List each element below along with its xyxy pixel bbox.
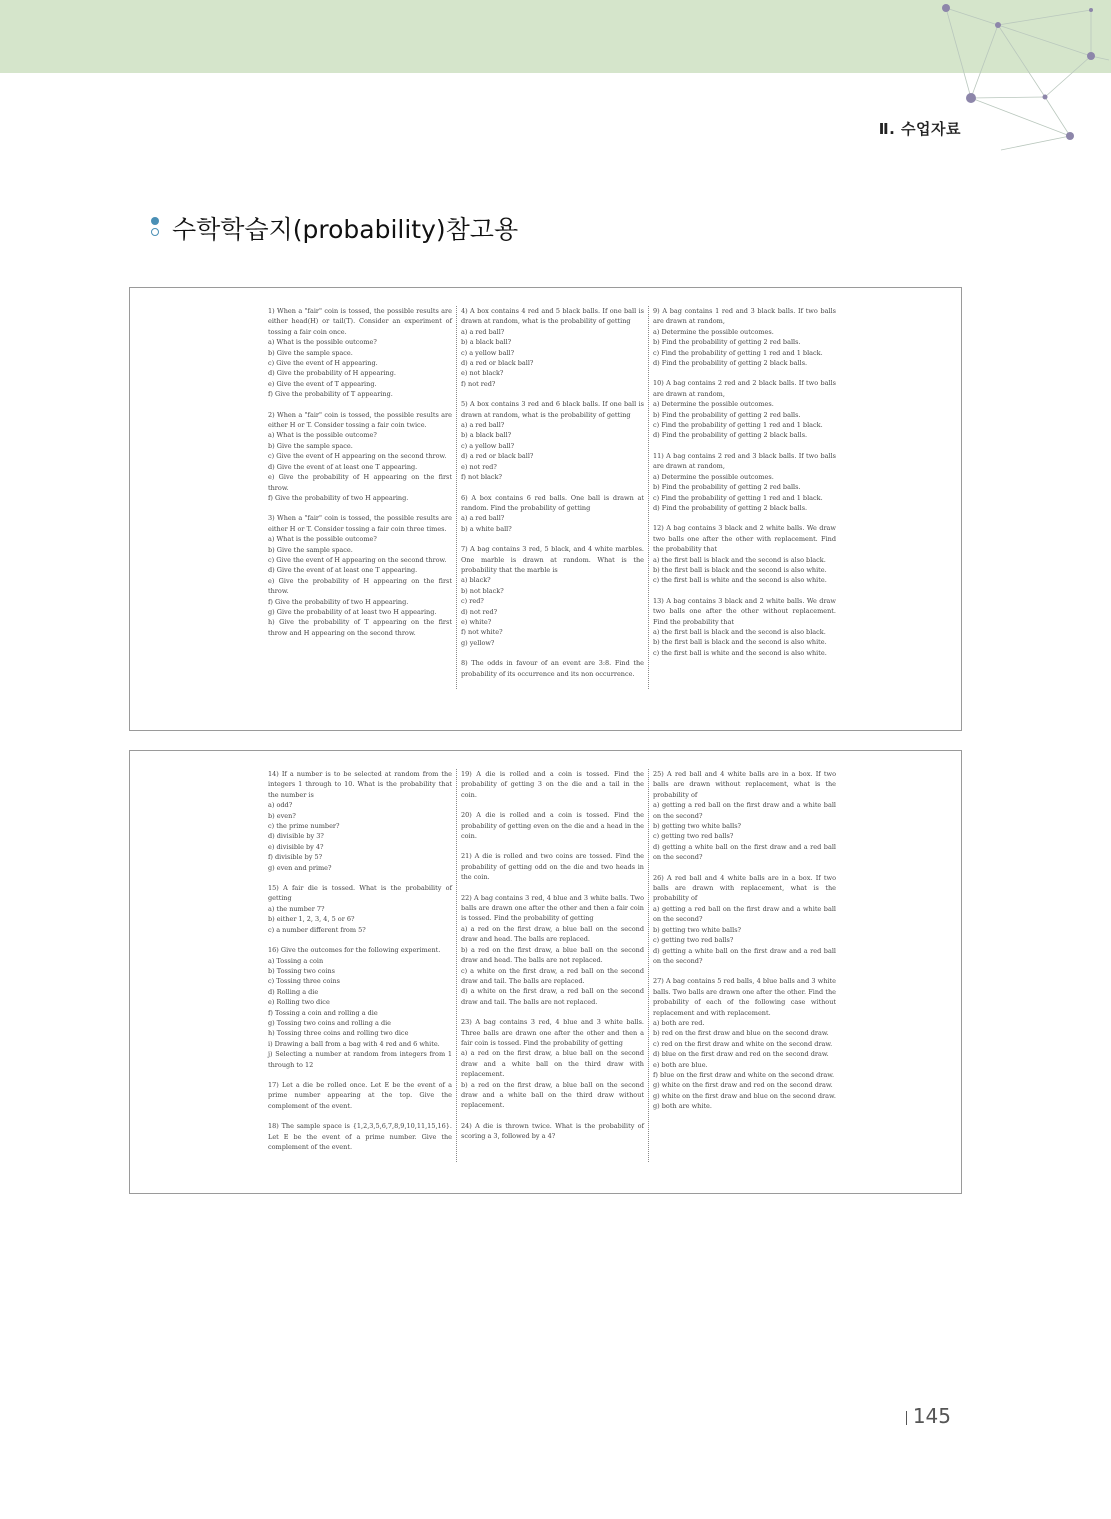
- question-option: d) a red or black ball?: [461, 359, 534, 368]
- question-text: 17) Let a die be rolled once. Let E be the event of a prime number appearing at the top. Give the complement of the event.: [268, 1080, 452, 1110]
- question-option: c) getting two red balls?: [653, 832, 734, 841]
- question-option: c) Tossing three coins: [268, 977, 340, 986]
- question-item: [461, 399, 644, 482]
- question-option: d) Rolling a die: [268, 987, 319, 996]
- question-option: f) blue on the first draw and white on the second draw.: [653, 1070, 835, 1079]
- question-item: [461, 810, 644, 841]
- question-option: b) a black ball?: [461, 431, 512, 440]
- question-option: e) divisible by 4?: [268, 842, 324, 851]
- worksheet-1: [129, 287, 962, 731]
- question-option: c) red?: [461, 597, 484, 606]
- question-option: c) a white on the first draw, a red ball on the second draw and tail. The balls are replaced.: [461, 966, 644, 985]
- worksheet-1-columns: [264, 306, 842, 689]
- question-text: 23) A bag contains 3 red, 4 blue and 3 white balls. Three balls are drawn one after the other and then a fair coin is tossed. Find the probability of getting: [461, 1018, 644, 1047]
- question-option: c) a yellow ball?: [461, 441, 515, 450]
- question-text: 6) A box contains 6 red balls. One ball is drawn at random. Find the probability of getting: [461, 493, 644, 512]
- title-block: [150, 210, 518, 246]
- question-option: a) Determine the possible outcomes.: [653, 327, 774, 336]
- question-option: b) even?: [268, 811, 296, 820]
- question-item: [268, 883, 452, 935]
- question-option: b) a red on the first draw, a blue ball on the second draw and a white ball on the third draw without replacement.: [461, 1080, 644, 1110]
- worksheet-2: [129, 750, 962, 1194]
- question-item: [653, 976, 836, 1111]
- question-item: [268, 513, 452, 638]
- question-item: [653, 769, 836, 863]
- question-option: d) Find the probability of getting 2 black balls.: [653, 503, 808, 512]
- question-option: a) the first ball is black and the second is also black.: [653, 555, 826, 564]
- question-option: f) not white?: [461, 628, 503, 637]
- question-option: d) getting a white ball on the first draw and a red ball on the second?: [653, 946, 836, 965]
- question-text: 2) When a "fair" coin is tossed, the possible results are either H or T. Consider tossing a fair coin twice.: [268, 410, 452, 430]
- question-option: a) Determine the possible outcomes.: [653, 472, 774, 481]
- question-option: e) not black?: [461, 369, 504, 378]
- question-option: h) Give the probability of T appearing on the first throw and H appearing on the second throw.: [268, 618, 452, 637]
- question-option: a) black?: [461, 576, 491, 585]
- question-option: d) getting a white ball on the first draw and a red ball on the second?: [653, 842, 836, 862]
- question-option: f) Give the probability of two H appearing.: [268, 493, 409, 502]
- question-text: 11) A bag contains 2 red and 3 black balls. If two balls are drawn at random,: [653, 451, 836, 471]
- question-option: f) Give the probability of two H appearing.: [268, 597, 409, 606]
- question-option: e) both are blue.: [653, 1060, 708, 1069]
- question-option: g) white on the first draw and blue on the second draw.: [653, 1091, 836, 1100]
- question-item: [268, 1121, 452, 1152]
- question-option: a) getting a red ball on the first draw and a white ball on the second?: [653, 801, 836, 820]
- question-option: h) Tossing three coins and rolling two dice: [268, 1029, 409, 1038]
- question-text: 10) A bag contains 2 red and 2 black balls. If two balls are drawn at random,: [653, 379, 836, 398]
- question-option: c) a yellow ball?: [461, 348, 515, 357]
- question-text: 20) A die is rolled and a coin is tossed. Find the probability of getting even on the die and a head in the coin.: [461, 811, 644, 841]
- section-label: Ⅱ. 수업자료: [878, 120, 961, 138]
- bullet-icon: [150, 215, 160, 241]
- question-item: [653, 306, 836, 368]
- question-option: e) Give the probability of H appearing on the first throw.: [268, 576, 452, 596]
- question-text: 19) A die is rolled and a coin is tossed. Find the probability of getting 3 on the die and a tail in the coin.: [461, 770, 644, 799]
- question-item: [268, 306, 452, 400]
- question-item: [461, 306, 644, 389]
- question-column: [648, 306, 840, 689]
- question-option: d) Give the event of at least one T appearing.: [268, 462, 418, 471]
- question-text: 14) If a number is to be selected at random from the integers 1 through to 10. What is the probability that the number is: [268, 770, 452, 799]
- question-item: [461, 544, 644, 648]
- question-option: c) the first ball is white and the second is also white.: [653, 576, 827, 585]
- question-option: g) Tossing two coins and rolling a die: [268, 1018, 392, 1027]
- question-option: b) not black?: [461, 586, 504, 595]
- question-option: c) the prime number?: [268, 822, 340, 831]
- question-option: d) Find the probability of getting 2 black balls.: [653, 359, 808, 368]
- question-option: a) What is the possible outcome?: [268, 338, 377, 347]
- question-text: 21) A die is rolled and two coins are tossed. Find the probability of getting odd on the die and two heads in the coin.: [461, 852, 644, 882]
- question-column: [648, 769, 840, 1162]
- question-text: 1) When a "fair" coin is tossed, the possible results are either head(H) or tail(T). Consider an experiment of tossing a fair coin once.: [268, 307, 452, 336]
- question-option: b) Give the sample space.: [268, 441, 353, 450]
- question-option: c) Give the event of H appearing.: [268, 359, 378, 368]
- network-decoration-icon: [941, 0, 1111, 160]
- question-item: [461, 493, 644, 535]
- question-option: b) getting two white balls?: [653, 822, 742, 831]
- question-option: d) a red or black ball?: [461, 452, 534, 461]
- page-number: [906, 1404, 951, 1428]
- question-option: a) the first ball is black and the second is also black.: [653, 627, 826, 636]
- question-item: [653, 873, 836, 967]
- question-option: a) a red ball?: [461, 514, 505, 523]
- question-text: 5) A box contains 3 red and 6 black balls. If one ball is drawn at random, what is the probability of getting: [461, 400, 644, 419]
- question-item: [268, 410, 452, 504]
- question-text: 9) A bag contains 1 red and 3 black balls. If two balls are drawn at random,: [653, 307, 836, 326]
- question-option: c) Find the probability of getting 1 red and 1 black.: [653, 493, 823, 502]
- question-option: b) Tossing two coins: [268, 966, 335, 975]
- question-item: [653, 523, 836, 585]
- question-option: a) What is the possible outcome?: [268, 535, 377, 544]
- question-option: b) a black ball?: [461, 338, 512, 347]
- question-text: 12) A bag contains 3 black and 2 white balls. We draw two balls one after the other with replacement. Find the probability that: [653, 524, 836, 554]
- question-item: [653, 451, 836, 513]
- page-number-value: 145: [912, 1404, 951, 1428]
- question-text: 18) The sample space is {1,2,3,5,6,7,8,9,10,11,15,16}. Let E be the event of a prime number. Give the complement of the event.: [268, 1122, 452, 1151]
- question-option: d) Give the event of at least one T appearing.: [268, 566, 418, 575]
- question-text: 27) A bag contains 5 red balls, 4 blue balls and 3 white balls. Two balls are drawn one after the other. Find the probability of each of the following case without replacement and with replacement.: [653, 977, 836, 1017]
- question-text: 13) A bag contains 3 black and 2 white balls. We draw two balls one after the other without replacement. Find the probability that: [653, 596, 836, 626]
- question-option: d) Find the probability of getting 2 black balls.: [653, 431, 808, 440]
- question-option: g) even and prime?: [268, 863, 332, 872]
- question-text: 25) A red ball and 4 white balls are in a box. If two balls are drawn without replacement, what is the probability of: [653, 770, 836, 799]
- question-option: a) Determine the possible outcomes.: [653, 400, 774, 409]
- question-option: g) yellow?: [461, 638, 495, 647]
- question-item: [461, 893, 644, 1007]
- question-item: [653, 378, 836, 440]
- question-option: d) not red?: [461, 607, 498, 616]
- question-option: d) Give the probability of H appearing.: [268, 369, 396, 378]
- question-item: [268, 769, 452, 873]
- worksheet-2-columns: [264, 769, 842, 1162]
- question-option: a) What is the possible outcome?: [268, 431, 377, 440]
- question-option: a) Tossing a coin: [268, 956, 324, 965]
- question-text: 7) A bag contains 3 red, 5 black, and 4 white marbles. One marble is drawn at random. What is the probability that the marble is: [461, 545, 644, 574]
- question-item: [268, 1080, 452, 1111]
- question-item: [461, 769, 644, 800]
- question-item: [461, 658, 644, 679]
- question-item: [461, 851, 644, 882]
- question-option: b) Give the sample space.: [268, 348, 353, 357]
- question-option: b) Find the probability of getting 2 red balls.: [653, 483, 801, 492]
- question-option: a) a red on the first draw, a blue ball on the second draw and a white ball on the third draw with replacement.: [461, 1049, 644, 1079]
- question-option: c) Give the event of H appearing on the second throw.: [268, 452, 447, 461]
- question-option: e) Rolling two dice: [268, 998, 330, 1007]
- question-option: d) divisible by 3?: [268, 832, 324, 841]
- question-option: a) getting a red ball on the first draw and a white ball on the second?: [653, 904, 836, 924]
- question-option: e) not red?: [461, 462, 497, 471]
- question-item: [268, 945, 452, 1070]
- question-option: b) Find the probability of getting 2 red balls.: [653, 410, 801, 419]
- question-option: g) both are white.: [653, 1102, 712, 1111]
- question-column: [264, 306, 456, 689]
- question-item: [461, 1017, 644, 1111]
- page-number-divider: [906, 1411, 907, 1425]
- question-option: i) Drawing a ball from a bag with 4 red and 6 white.: [268, 1039, 440, 1048]
- question-option: f) not black?: [461, 473, 502, 482]
- question-column: [456, 769, 648, 1162]
- question-option: b) the first ball is black and the second is also white.: [653, 565, 827, 574]
- question-option: f) Give the probability of T appearing.: [268, 390, 393, 399]
- question-text: 24) A die is thrown twice. What is the probability of scoring a 3, followed by a 4?: [461, 1121, 644, 1141]
- question-option: c) a number different from 5?: [268, 925, 366, 934]
- question-text: 15) A fair die is tossed. What is the probability of getting: [268, 884, 452, 903]
- question-option: a) odd?: [268, 801, 293, 810]
- question-text: 3) When a "fair" coin is tossed, the possible results are either H or T. Consider tossing a fair coin three times.: [268, 514, 452, 533]
- question-item: [461, 1121, 644, 1142]
- question-option: b) either 1, 2, 3, 4, 5 or 6?: [268, 915, 355, 924]
- question-item: [653, 596, 836, 658]
- question-option: a) a red on the first draw, a blue ball on the second draw and head. The balls are replaced.: [461, 924, 644, 944]
- question-option: g) Give the probability of at least two H appearing.: [268, 607, 437, 616]
- question-option: b) a white ball?: [461, 524, 512, 533]
- question-option: a) the number 7?: [268, 904, 325, 913]
- question-column: [456, 306, 648, 689]
- question-text: 8) The odds in favour of an event are 3:8. Find the probability of its occurrence and its non occurrence.: [461, 659, 644, 678]
- question-option: b) red on the first draw and blue on the second draw.: [653, 1029, 829, 1038]
- question-option: f) divisible by 5?: [268, 853, 323, 862]
- question-option: a) a red ball?: [461, 327, 505, 336]
- question-option: c) Give the event of H appearing on the second throw.: [268, 555, 447, 564]
- question-option: e) Give the event of T appearing.: [268, 379, 377, 388]
- question-option: f) Tossing a coin and rolling a die: [268, 1008, 378, 1017]
- question-option: a) both are red.: [653, 1018, 705, 1027]
- question-option: b) Find the probability of getting 2 red balls.: [653, 338, 801, 347]
- question-option: f) not red?: [461, 379, 496, 388]
- question-text: 16) Give the outcomes for the following experiment.: [268, 946, 441, 955]
- question-option: c) Find the probability of getting 1 red and 1 black.: [653, 348, 823, 357]
- question-option: b) the first ball is black and the second is also white.: [653, 638, 827, 647]
- question-text: 26) A red ball and 4 white balls are in a box. If two balls are drawn with replacement, what is the probability of: [653, 873, 836, 903]
- question-option: c) Find the probability of getting 1 red and 1 black.: [653, 421, 823, 430]
- question-option: g) white on the first draw and red on the second draw.: [653, 1081, 833, 1090]
- question-option: c) red on the first draw and white on the second draw.: [653, 1039, 833, 1048]
- question-option: b) getting two white balls?: [653, 925, 742, 934]
- question-option: d) blue on the first draw and red on the second draw.: [653, 1050, 829, 1059]
- question-option: b) a red on the first draw, a blue ball on the second draw and head. The balls are not replaced.: [461, 945, 644, 965]
- question-option: c) the first ball is white and the second is also white.: [653, 648, 827, 657]
- question-column: [264, 769, 456, 1162]
- question-text: 4) A box contains 4 red and 5 black balls. If one ball is drawn at random, what is the probability of getting: [461, 307, 644, 326]
- question-option: e) Give the probability of H appearing on the first throw.: [268, 473, 452, 492]
- question-option: a) a red ball?: [461, 421, 505, 430]
- question-option: e) white?: [461, 617, 492, 626]
- question-option: c) getting two red balls?: [653, 936, 734, 945]
- question-text: 22) A bag contains 3 red, 4 blue and 3 white balls. Two balls are drawn one after the other and then a fair coin is tossed. Find the probability of getting: [461, 893, 644, 923]
- question-option: d) a white on the first draw, a red ball on the second draw and tail. The balls are not replaced.: [461, 987, 644, 1006]
- page-title: 수학학습지(probability)참고용: [172, 215, 519, 244]
- question-option: b) Give the sample space.: [268, 545, 353, 554]
- question-option: j) Selecting a number at random from integers from 1 through to 12: [268, 1050, 452, 1069]
